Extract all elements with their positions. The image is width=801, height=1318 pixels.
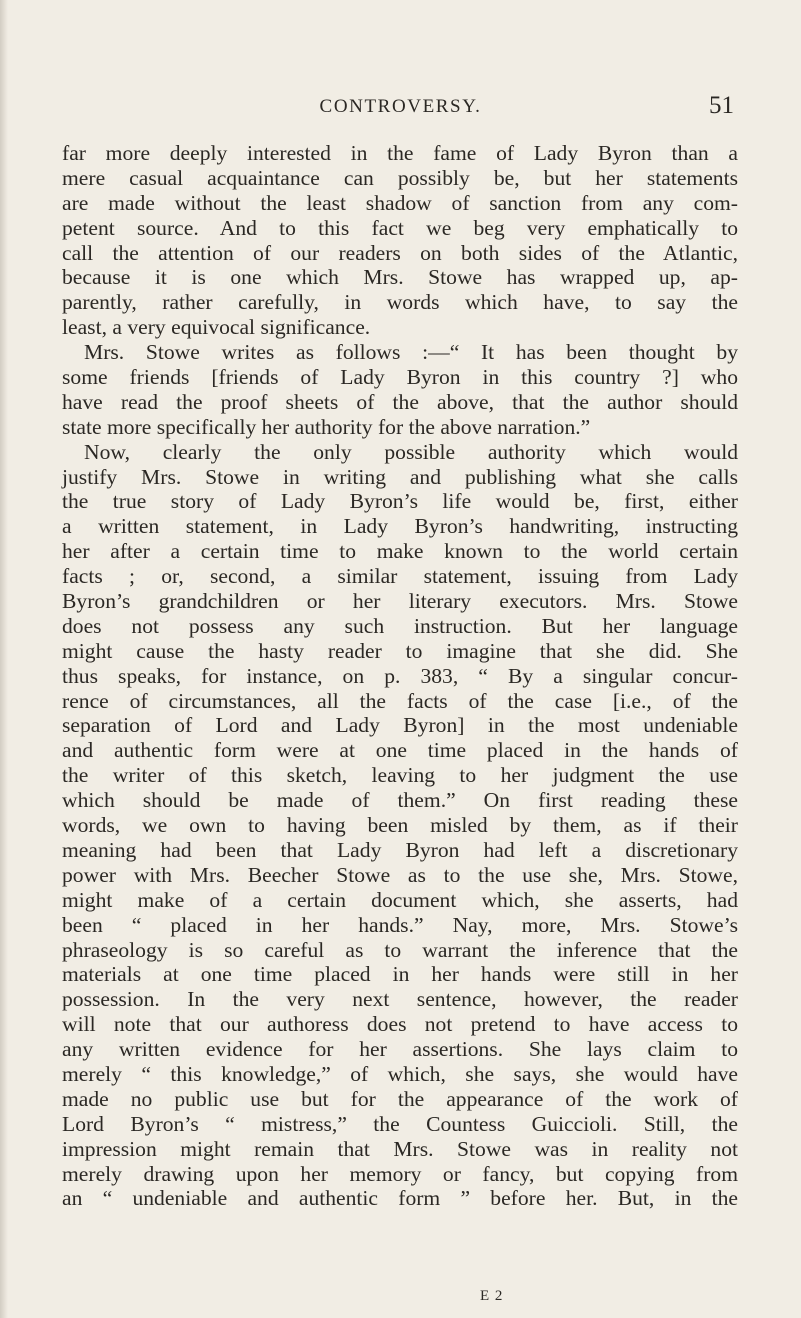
running-title: CONTROVERSY. bbox=[319, 96, 482, 117]
text-line: impression might remain that Mrs. Stowe was in reality not bbox=[62, 1136, 738, 1161]
text-line: the true story of Lady Byron’s life would be, first, either bbox=[62, 489, 738, 514]
text-line: an “ undeniable and authentic form ” before her. But, in the bbox=[62, 1186, 738, 1211]
text-line: merely “ this knowledge,” of which, she says, she would have bbox=[62, 1061, 738, 1086]
text-line: thus speaks, for instance, on p. 383, “ By a singular concur- bbox=[62, 663, 738, 688]
text-line: separation of Lord and Lady Byron] in the most undeniable bbox=[62, 713, 738, 738]
text-line: Byron’s grandchildren or her literary executors. Mrs. Stowe bbox=[62, 589, 738, 614]
text-line: materials at one time placed in her hands were still in her bbox=[62, 962, 738, 987]
text-line: possession. In the very next sentence, however, the reader bbox=[62, 987, 738, 1012]
text-line: justify Mrs. Stowe in writing and publishing what she calls bbox=[62, 464, 738, 489]
text-line: any written evidence for her assertions. She lays claim to bbox=[62, 1037, 738, 1062]
text-line: merely drawing upon her memory or fancy, but copying from bbox=[62, 1161, 738, 1186]
text-line: been “ placed in her hands.” Nay, more, Mrs. Stowe’s bbox=[62, 912, 738, 937]
text-line: call the attention of our readers on both sides of the Atlantic, bbox=[62, 240, 738, 265]
text-line: some friends [friends of Lady Byron in this country ?] who bbox=[62, 365, 738, 390]
text-line: the writer of this sketch, leaving to her judgment the use bbox=[62, 763, 738, 788]
text-line: far more deeply interested in the fame of Lady Byron than a bbox=[62, 141, 738, 165]
body-text bbox=[62, 141, 738, 1211]
text-line: rence of circumstances, all the facts of the case [i.e., of the bbox=[62, 688, 738, 713]
text-line: meaning had been that Lady Byron had left a discretionary bbox=[62, 837, 738, 862]
text-line: power with Mrs. Beecher Stowe as to the use she, Mrs. Stowe, bbox=[62, 862, 738, 887]
text-line: state more specifically her authority for the above narration.” bbox=[62, 414, 591, 439]
text-line: might make of a certain document which, she asserts, had bbox=[62, 887, 738, 912]
text-line: phraseology is so careful as to warrant the inference that the bbox=[62, 937, 738, 962]
text-line: Mrs. Stowe writes as follows :—“ It has been thought by bbox=[84, 340, 738, 365]
text-line: will note that our authoress does not pretend to have access to bbox=[62, 1012, 738, 1037]
page-number: 51 bbox=[709, 92, 734, 119]
text-line: have read the proof sheets of the above, that the author should bbox=[62, 389, 738, 414]
text-line: made no public use but for the appearance of the work of bbox=[62, 1086, 738, 1111]
text-line: a written statement, in Lady Byron’s handwriting, instructing bbox=[62, 514, 738, 539]
text-line: words, we own to having been misled by them, as if their bbox=[62, 813, 738, 838]
text-line: because it is one which Mrs. Stowe has wrapped up, ap- bbox=[62, 265, 738, 290]
text-line: facts ; or, second, a similar statement, issuing from Lady bbox=[62, 564, 738, 589]
text-line: Lord Byron’s “ mistress,” the Countess Guiccioli. Still, the bbox=[62, 1111, 738, 1136]
text-line: least, a very equivocal significance. bbox=[62, 315, 371, 340]
text-line: parently, rather carefully, in words which have, to say the bbox=[62, 290, 738, 315]
page-gutter-shadow bbox=[0, 0, 8, 1318]
text-line: might cause the hasty reader to imagine that she did. She bbox=[62, 638, 738, 663]
text-line: are made without the least shadow of sanction from any com- bbox=[62, 190, 738, 215]
text-line: petent source. And to this fact we beg very emphatically to bbox=[62, 215, 738, 240]
running-head bbox=[0, 92, 801, 122]
signature-mark: E 2 bbox=[480, 1288, 504, 1304]
text-line: and authentic form were at one time placed in the hands of bbox=[62, 738, 738, 763]
text-line: which should be made of them.” On first reading these bbox=[62, 788, 738, 813]
text-line: her after a certain time to make known to the world certain bbox=[62, 539, 738, 564]
text-line: Now, clearly the only possible authority which would bbox=[84, 439, 738, 464]
text-line: mere casual acquaintance can possibly be, but her statements bbox=[62, 165, 738, 190]
text-line: does not possess any such instruction. But her language bbox=[62, 613, 738, 638]
